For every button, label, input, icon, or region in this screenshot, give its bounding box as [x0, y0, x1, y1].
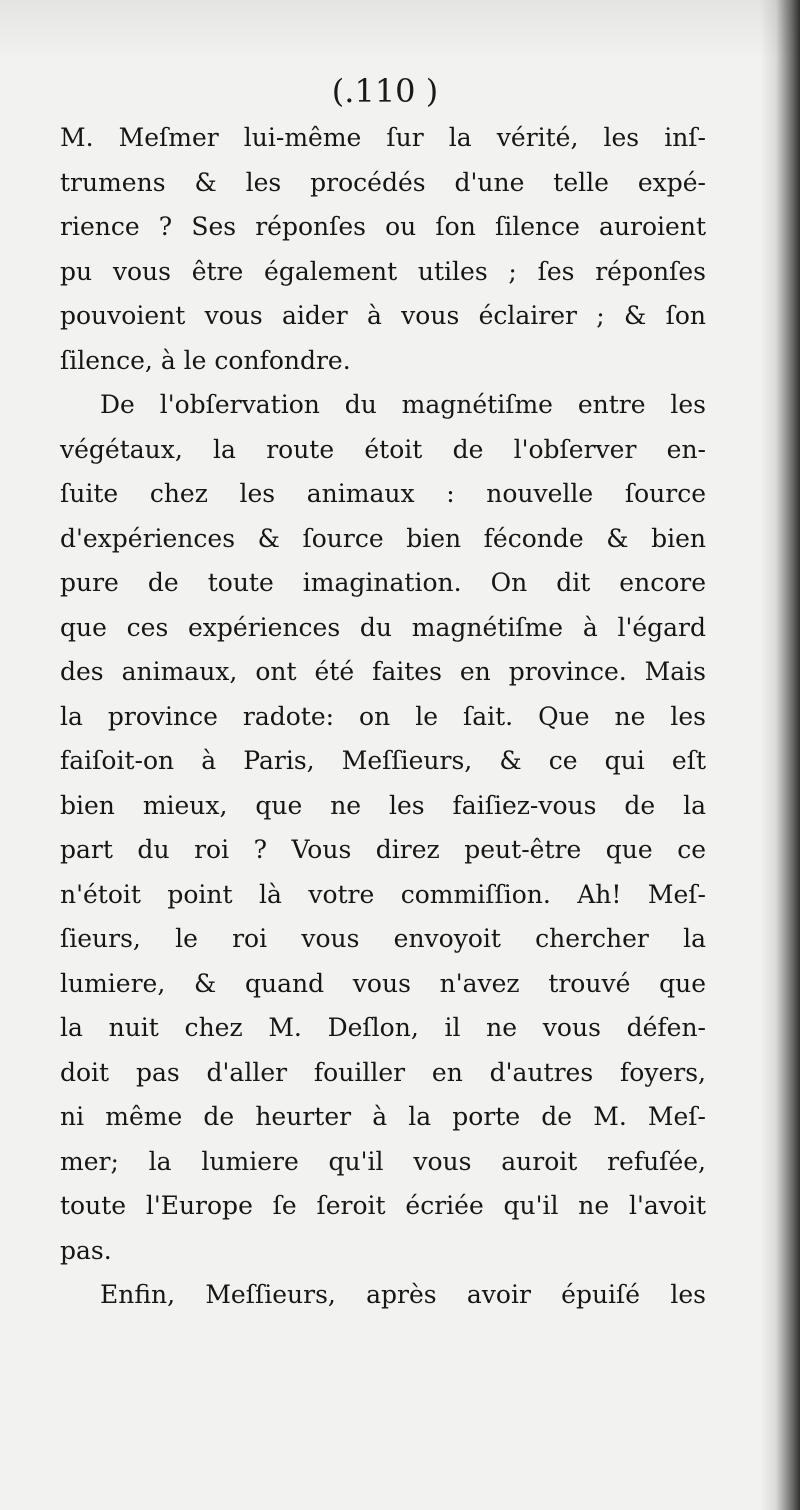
- text-line: doit pas d'aller fouiller en d'autres foyers,: [60, 1057, 706, 1087]
- text-line: végétaux, la route étoit de l'obſerver en-: [60, 434, 706, 464]
- text-line: M. Meſmer lui-même ſur la vérité, les inſ-: [60, 123, 706, 152]
- page-number: (.110 ): [331, 72, 439, 110]
- text-line: ſuite chez les animaux : nouvelle ſource: [60, 479, 706, 508]
- text-line: pouvoient vous aider à vous éclairer ; & ſon: [60, 301, 706, 330]
- text-line: la province radote: on le ſait. Que ne les: [60, 701, 706, 731]
- text-line: De l'obſervation du magnétiſme entre les: [100, 390, 706, 419]
- text-line: des animaux, ont été faites en province. Mais: [60, 657, 706, 686]
- page-top-shade: [0, 0, 800, 60]
- text-line: Enfin, Meſſieurs, après avoir épuiſé les: [100, 1280, 706, 1309]
- page-gutter-shadow: [760, 0, 800, 1510]
- body-text: [60, 116, 706, 1318]
- text-line: pure de toute imagination. On dit encore: [60, 568, 706, 597]
- text-line: que ces expériences du magnétiſme à l'égard: [60, 612, 706, 642]
- text-line: part du roi ? Vous direz peut-être que ce: [60, 835, 706, 864]
- text-line: la nuit chez M. Deſlon, il ne vous défen-: [60, 1013, 706, 1042]
- text-line: faiſoit-on à Paris, Meſſieurs, & ce qui eſt: [60, 746, 706, 775]
- text-line: ni même de heurter à la porte de M. Meſ-: [60, 1102, 706, 1131]
- text-line: toute l'Europe ſe ſeroit écriée qu'il ne l'avoit: [60, 1191, 706, 1220]
- text-line: mer; la lumiere qu'il vous auroit refuſée,: [60, 1146, 706, 1176]
- text-line: bien mieux, que ne les faiſiez-vous de la: [60, 790, 706, 820]
- text-line: n'étoit point là votre commiſſion. Ah! Meſ-: [60, 879, 706, 909]
- text-line: lumiere, & quand vous n'avez trouvé que: [60, 968, 706, 998]
- text-line: ſieurs, le roi vous envoyoit chercher la: [60, 924, 706, 953]
- text-line: d'expériences & ſource bien féconde & bien: [60, 523, 706, 553]
- text-line: trumens & les procédés d'une telle expé-: [60, 167, 706, 197]
- text-line: ſilence, à le confondre.: [60, 345, 351, 375]
- text-line: rience ? Ses réponſes ou ſon ſilence auroient: [60, 212, 706, 241]
- text-line: pas.: [60, 1235, 112, 1265]
- text-line: pu vous être également utiles ; ſes réponſes: [60, 256, 706, 286]
